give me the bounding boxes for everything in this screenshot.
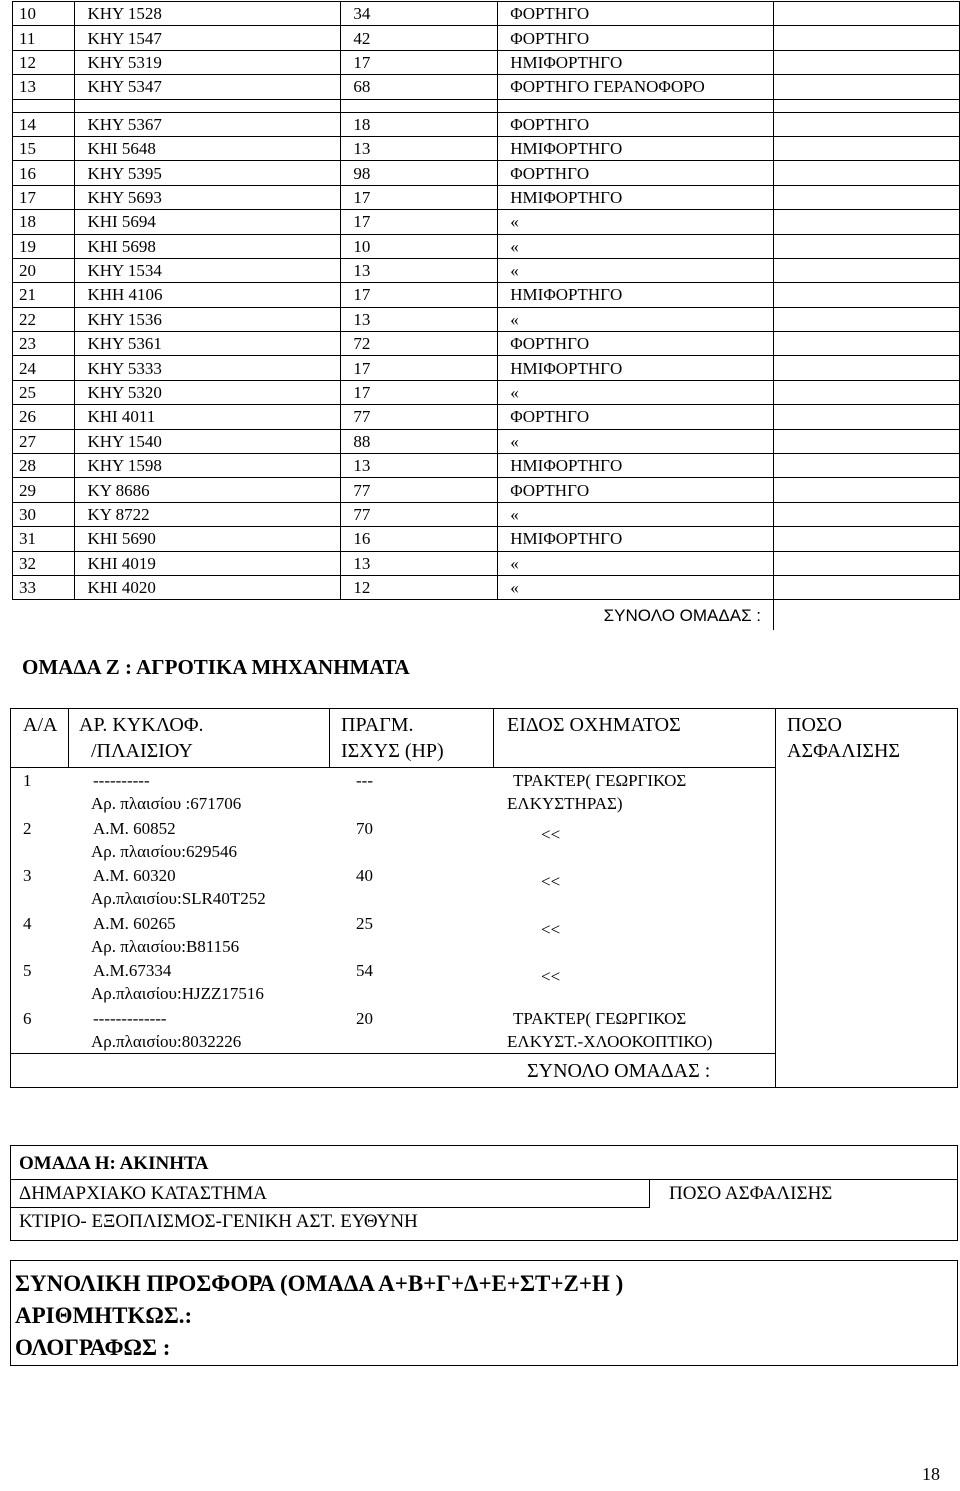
registration-number: Α.Μ.67334 [93,961,172,980]
empty-cell [341,600,498,631]
registration-plate: ΚΗΙ 5694 [75,210,341,234]
table-row [13,75,960,99]
vehicle-type: « [498,502,774,526]
frame-number: Αρ. πλαισίου:629546 [91,841,237,861]
row-number: 29 [13,478,75,502]
insured-amount-cell [774,380,960,404]
table-row [13,478,960,502]
group-h-title: ΟΜΑΔΑ Η: ΑΚΙΝΗΤΑ [19,1153,209,1174]
registration-plate: ΚΗΥ 1598 [75,454,341,478]
registration-plate: ΚΗΥ 5361 [75,332,341,356]
group-h-item-building: ΚΤΙΡΙΟ- ΕΞΟΠΛΙΣΜΟΣ-ΓΕΝΙΚΗ ΑΣΤ. ΕΥΘΥΝΗ [19,1211,418,1232]
horsepower: 70 [356,818,373,838]
table-row [13,454,960,478]
row-number: 15 [13,136,75,160]
amount-in-words-label: ΟΛΟΓΡΑΦΩΣ : [15,1335,171,1360]
horsepower: 12 [341,575,498,599]
insured-amount-cell [774,234,960,258]
registration-plate: ΚΗΥ 5347 [75,75,341,99]
row-number: 13 [13,75,75,99]
header-vehicle-kind: ΕΙΔΟΣ ΟΧΗΜΑΤΟΣ [507,714,681,736]
row-number: 22 [13,307,75,331]
empty-cell [774,600,960,631]
row-number: 26 [13,405,75,429]
empty-cell [774,99,960,112]
vehicle-kind: ΤΡΑΚΤΕΡ( ΓΕΩΡΓΙΚΟΣ [513,771,687,790]
row-number: 6 [23,1008,32,1028]
table-row [13,112,960,136]
table-row [13,575,960,599]
registration-number: ------------- [93,1008,167,1028]
registration-plate: ΚΥ 8686 [75,478,341,502]
horsepower: 17 [341,50,498,74]
total-offer-box [10,1260,958,1366]
insured-amount-cell [774,258,960,282]
agricultural-machinery-table [10,708,958,1088]
group-z-heading: ΟΜΑΔΑ Ζ : ΑΓΡΟΤΙΚΑ ΜΗΧΑΝΗΜΑΤΑ [22,655,410,679]
column-divider [775,709,776,1087]
total-row [13,600,960,631]
table-row [13,210,960,234]
frame-number: Αρ.πλαισίου:HJZZ17516 [91,984,264,1003]
empty-cell [13,99,75,112]
registration-plate: ΚΗΙ 4019 [75,551,341,575]
horsepower: 13 [341,454,498,478]
header-power-2: ΙΣΧΥΣ (HP) [341,740,444,762]
table-row [13,258,960,282]
empty-cell [341,99,498,112]
row-number: 14 [13,112,75,136]
registration-plate: ΚΗΙ 5698 [75,234,341,258]
row-number: 25 [13,380,75,404]
horsepower: 88 [341,429,498,453]
column-divider [649,1179,650,1208]
insured-amount-cell [774,185,960,209]
row-number: 30 [13,502,75,526]
vehicle-kind: << [541,919,561,939]
vehicle-type: « [498,429,774,453]
registration-number: Α.Μ. 60320 [93,866,176,885]
registration-plate: ΚΗΗ 4106 [75,283,341,307]
insured-amount-cell [774,112,960,136]
row-number: 10 [13,2,75,26]
row-number: 20 [13,258,75,282]
table-row [13,502,960,526]
insured-amount-cell [774,502,960,526]
row-number: 18 [13,210,75,234]
insured-amount-cell [774,307,960,331]
empty-cell [75,99,341,112]
vehicle-type: ΦΟΡΤΗΓΟ [498,2,774,26]
insured-amount-cell [774,575,960,599]
horsepower: 17 [341,356,498,380]
table-row [13,405,960,429]
registration-number: Α.Μ. 60852 [93,818,176,838]
insured-amount-cell [774,161,960,185]
registration-plate: ΚΗΥ 5367 [75,112,341,136]
empty-cell [75,600,341,631]
registration-plate: ΚΗΥ 1540 [75,429,341,453]
vehicle-type: ΦΟΡΤΗΓΟ [498,478,774,502]
row-number: 17 [13,185,75,209]
table-row [13,356,960,380]
row-divider [11,1179,957,1180]
horsepower: 34 [341,2,498,26]
insured-amount-cell [774,136,960,160]
insured-amount-cell [774,527,960,551]
registration-plate: ΚΥ 8722 [75,502,341,526]
row-number: 1 [23,771,32,790]
row-number: 33 [13,575,75,599]
header-registration-1: ΑΡ. ΚΥΚΛΟΦ. [79,714,204,736]
horsepower: 42 [341,26,498,50]
insured-amount-cell [774,283,960,307]
registration-plate: ΚΗΙ 4011 [75,405,341,429]
insured-amount-cell [774,429,960,453]
vehicle-type: « [498,307,774,331]
horsepower: 77 [341,502,498,526]
empty-cell [498,99,774,112]
row-number: 16 [13,161,75,185]
registration-plate: ΚΗΥ 5395 [75,161,341,185]
vehicle-type: « [498,575,774,599]
row-number: 2 [23,818,32,838]
row-divider [11,1207,649,1208]
frame-number: Αρ. πλαισίου :671706 [91,794,242,813]
registration-plate: ΚΗΥ 1547 [75,26,341,50]
horsepower: 13 [341,258,498,282]
vehicle-type: ΗΜΙΦΟΡΤΗΓΟ [498,454,774,478]
table-row [13,380,960,404]
registration-plate: ΚΗΥ 5693 [75,185,341,209]
row-number: 23 [13,332,75,356]
vehicle-type: « [498,551,774,575]
vehicle-kind-continued: ΕΛΚΥΣΤ.-ΧΛΟΟΚΟΠΤΙΚΟ) [507,1031,713,1051]
registration-plate: ΚΗΥ 5333 [75,356,341,380]
total-offer-title: ΣΥΝΟΛΙΚΗ ΠΡΟΣΦΟΡΑ (ΟΜΑΔΑ Α+Β+Γ+Δ+Ε+ΣΤ+Ζ+Η ) [15,1271,624,1296]
horsepower: 17 [341,380,498,404]
table-row [13,429,960,453]
horsepower: 17 [341,185,498,209]
page-number: 18 [922,1464,940,1484]
vehicle-type: ΦΟΡΤΗΓΟ [498,161,774,185]
horsepower: 17 [341,210,498,234]
insured-amount-cell [774,478,960,502]
table-row [13,2,960,26]
insured-amount-cell [774,551,960,575]
table-row [13,161,960,185]
insured-amount-cell [774,405,960,429]
vehicle-kind: << [541,872,561,891]
horsepower: 98 [341,161,498,185]
frame-number: Αρ.πλαισίου:SLR40T252 [91,889,266,908]
row-number: 27 [13,429,75,453]
table-row [13,307,960,331]
table-row [13,283,960,307]
row-number: 3 [23,866,32,885]
row-number: 4 [23,913,32,933]
registration-plate: ΚΗΙ 4020 [75,575,341,599]
spacer-row [13,99,960,112]
horsepower: 18 [341,112,498,136]
table-row [13,234,960,258]
vehicle-type: ΦΟΡΤΗΓΟ [498,405,774,429]
row-number: 19 [13,234,75,258]
horsepower: 72 [341,332,498,356]
total-divider [11,1053,775,1054]
header-registration-2: /ΠΛΑΙΣΙΟΥ [91,740,193,762]
total-label-cell [498,600,774,631]
table-row [13,332,960,356]
vehicle-type: « [498,380,774,404]
amount-in-numbers-label: ΑΡΙΘΜΗΤΚΩΣ.: [15,1303,193,1328]
vehicle-type: « [498,234,774,258]
insured-amount-cell [774,50,960,74]
registration-plate: ΚΗΥ 5319 [75,50,341,74]
vehicle-type: ΗΜΙΦΟΡΤΗΓΟ [498,527,774,551]
row-number: 5 [23,961,32,980]
row-number: 31 [13,527,75,551]
header-aa: Α/Α [23,714,58,736]
row-number: 28 [13,454,75,478]
frame-number: Αρ. πλαισίου:B81156 [91,936,240,956]
insured-amount-cell [774,454,960,478]
vehicle-kind-continued: ΕΛΚΥΣΤΗΡΑΣ) [507,794,623,813]
table-row [13,136,960,160]
column-divider [329,709,330,767]
row-number: 12 [13,50,75,74]
horsepower: 10 [341,234,498,258]
frame-number: Αρ.πλαισίου:8032226 [91,1031,242,1051]
horsepower: 17 [341,283,498,307]
table-row [13,527,960,551]
vehicle-type: « [498,258,774,282]
horsepower: 54 [356,961,373,980]
registration-number: Α.Μ. 60265 [93,913,176,933]
horsepower: 13 [341,136,498,160]
vehicles-table [12,1,960,630]
registration-plate: ΚΗΥ 1528 [75,2,341,26]
table-row [13,50,960,74]
insured-amount-cell [774,75,960,99]
vehicle-type: ΗΜΙΦΟΡΤΗΓΟ [498,283,774,307]
group-z-total-label: ΣΥΝΟΛΟ ΟΜΑΔΑΣ : [527,1060,711,1082]
horsepower: 13 [341,307,498,331]
horsepower: 68 [341,75,498,99]
horsepower: 77 [341,478,498,502]
row-number: 21 [13,283,75,307]
vehicle-type: ΗΜΙΦΟΡΤΗΓΟ [498,50,774,74]
horsepower: 16 [341,527,498,551]
vehicle-type: ΗΜΙΦΟΡΤΗΓΟ [498,185,774,209]
group-total-label: ΣΥΝΟΛΟ ΟΜΑΔΑΣ : [603,605,762,625]
registration-number: ---------- [93,771,150,790]
row-number: 24 [13,356,75,380]
insured-amount-cell [774,2,960,26]
group-h-amount-label: ΠΟΣΟ ΑΣΦΑΛΙΣΗΣ [669,1183,833,1204]
vehicle-type: ΦΟΡΤΗΓΟ [498,26,774,50]
empty-cell [13,600,75,631]
vehicle-kind: ΤΡΑΚΤΕΡ( ΓΕΩΡΓΙΚΟΣ [513,1008,687,1028]
table-row [13,185,960,209]
column-divider [68,709,69,767]
table-row [13,26,960,50]
insured-amount-cell [774,26,960,50]
horsepower: 20 [356,1008,373,1028]
insured-amount-cell [774,332,960,356]
vehicle-type: ΗΜΙΦΟΡΤΗΓΟ [498,136,774,160]
horsepower: 77 [341,405,498,429]
group-h-box [10,1145,958,1241]
vehicle-type: ΗΜΙΦΟΡΤΗΓΟ [498,356,774,380]
registration-plate: ΚΗΥ 1534 [75,258,341,282]
row-number: 32 [13,551,75,575]
header-insured-amount-2: ΑΣΦΑΛΙΣΗΣ [787,740,901,762]
vehicle-type: ΦΟΡΤΗΓΟ [498,112,774,136]
horsepower: 40 [356,866,373,885]
vehicle-kind: << [541,967,561,986]
vehicle-type: « [498,210,774,234]
vehicle-type: ΦΟΡΤΗΓΟ [498,332,774,356]
horsepower: 13 [341,551,498,575]
horsepower: 25 [356,913,373,933]
header-power-1: ΠΡΑΓΜ. [341,714,414,736]
registration-plate: ΚΗΥ 5320 [75,380,341,404]
vehicle-type: ΦΟΡΤΗΓΟ ΓΕΡΑΝΟΦΟΡΟ [498,75,774,99]
registration-plate: ΚΗΙ 5648 [75,136,341,160]
table-row [13,551,960,575]
header-divider [11,767,775,768]
horsepower: --- [356,771,373,790]
insured-amount-cell [774,356,960,380]
vehicle-kind: << [541,824,561,844]
header-insured-amount-1: ΠΟΣΟ [787,714,842,736]
column-divider [493,709,494,767]
group-h-item-town-hall: ΔΗΜΑΡΧΙΑΚΟ ΚΑΤΑΣΤΗΜΑ [19,1183,267,1204]
row-number: 11 [13,26,75,50]
insured-amount-cell [774,210,960,234]
registration-plate: ΚΗΥ 1536 [75,307,341,331]
registration-plate: ΚΗΙ 5690 [75,527,341,551]
